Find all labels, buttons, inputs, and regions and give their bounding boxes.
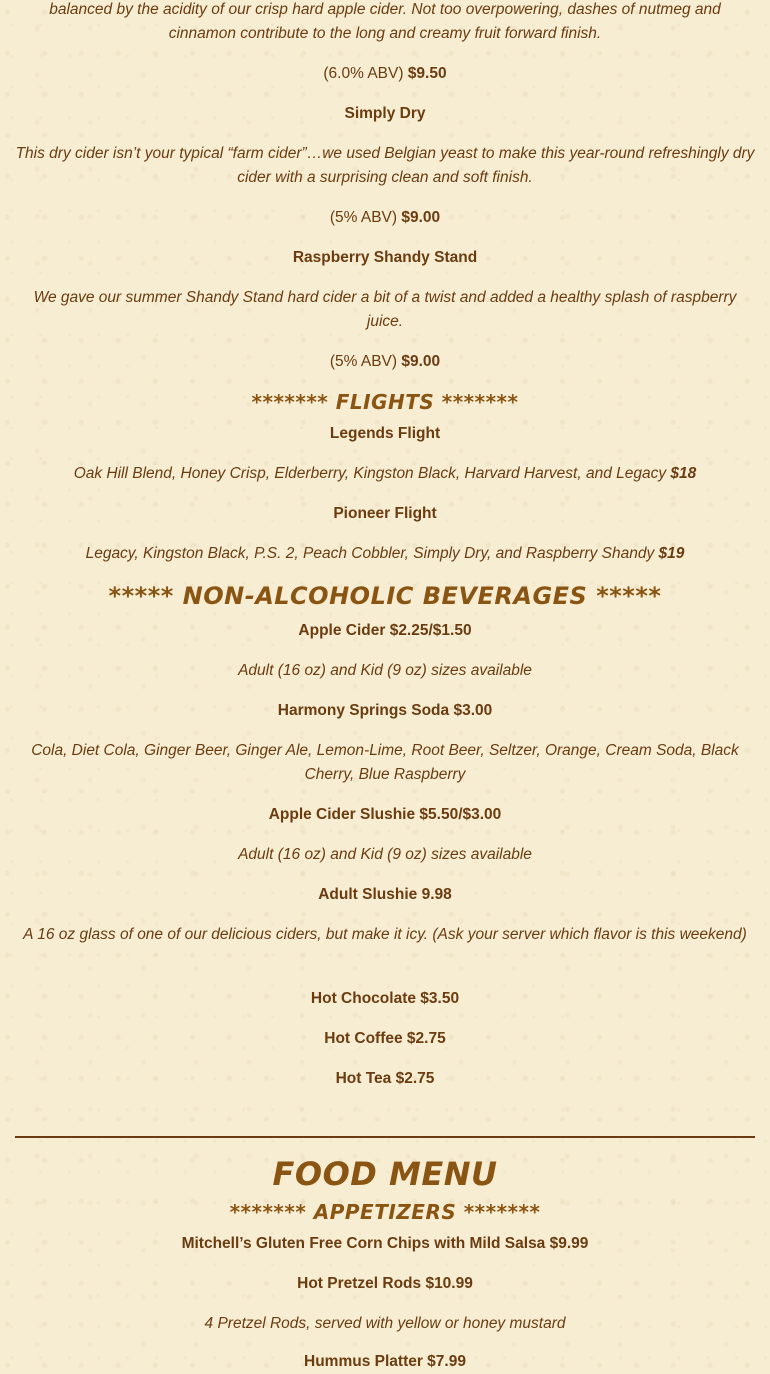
item-apple-cider-slushie: Apple Cider Slushie $5.50/$3.00 <box>268 806 502 823</box>
slushie-note: Adult (16 oz) and Kid (9 oz) sizes available <box>238 846 532 863</box>
price-text: $9.50 <box>407 65 447 82</box>
flights-heading: ******* FLIGHTS ******* <box>251 390 519 414</box>
adult-slushie-description: A 16 oz glass of one of our delicious ciders, but make it icy. (Ask your server which flavor is this weekend) <box>23 926 747 943</box>
abv-text: (5% ABV) <box>329 353 398 370</box>
non-alcoholic-heading: ***** NON-ALCOHOLIC BEVERAGES ***** <box>108 582 662 610</box>
item-name-pioneer-flight: Pioneer Flight <box>333 505 437 522</box>
price-text: $18 <box>670 465 697 482</box>
item-apple-cider: Apple Cider $2.25/$1.50 <box>298 622 472 639</box>
price-text: $9.00 <box>401 353 441 370</box>
item-adult-slushie: Adult Slushie 9.98 <box>318 886 452 903</box>
item-pretzel-rods: Hot Pretzel Rods $10.99 <box>297 1275 473 1292</box>
item-name-simply-dry: Simply Dry <box>344 105 426 122</box>
raspberry-shandy-abv-price <box>15 350 755 374</box>
abv-text: (5% ABV) <box>329 209 398 226</box>
pioneer-flight-description <box>15 542 755 566</box>
flight-list-text: Legacy, Kingston Black, P.S. 2, Peach Cobbler, Simply Dry, and Raspberry Shandy <box>85 545 655 562</box>
pretzel-rods-description: 4 Pretzel Rods, served with yellow or honey mustard <box>204 1315 566 1332</box>
price-text: $19 <box>658 545 685 562</box>
abv-text: (6.0% ABV) <box>323 65 404 82</box>
item-harmony-springs-soda: Harmony Springs Soda $3.00 <box>277 702 493 719</box>
simply-dry-description: This dry cider isn’t your typical “farm cider”…we used Belgian yeast to make this year-round refreshingly dry cider with a surprising clean and soft finish. <box>15 145 755 186</box>
item-hummus-platter: Hummus Platter $7.99 <box>304 1353 466 1370</box>
simply-dry-abv-price <box>15 206 755 230</box>
item-name-legends-flight: Legends Flight <box>329 425 441 442</box>
item-corn-chips: Mitchell’s Gluten Free Corn Chips with Mild Salsa $9.99 <box>181 1235 589 1252</box>
item-hot-tea: Hot Tea $2.75 <box>335 1070 435 1087</box>
item-hot-coffee: Hot Coffee $2.75 <box>324 1030 446 1047</box>
item-name-raspberry-shandy: Raspberry Shandy Stand <box>292 249 478 266</box>
food-menu-heading: FOOD MENU <box>272 1155 498 1193</box>
apple-cider-note: Adult (16 oz) and Kid (9 oz) sizes available <box>238 662 532 679</box>
price-text: $9.00 <box>401 209 441 226</box>
harmony-springs-description: Cola, Diet Cola, Ginger Beer, Ginger Ale, Lemon-Lime, Root Beer, Seltzer, Orange, Cream Soda, Black Cherry, Blue Raspberry <box>31 742 739 783</box>
cider-description: balanced by the acidity of our crisp hard apple cider. Not too overpowering, dashes of nutmeg and cinnamon contribute to the long and creamy fruit forward finish. <box>49 1 721 42</box>
item-hot-chocolate: Hot Chocolate $3.50 <box>310 990 460 1007</box>
section-divider <box>15 1136 755 1138</box>
legends-flight-description <box>15 462 755 486</box>
cider-abv-price <box>15 62 755 86</box>
appetizers-heading: ******* APPETIZERS ******* <box>229 1200 541 1224</box>
flight-list-text: Oak Hill Blend, Honey Crisp, Elderberry, Kingston Black, Harvard Harvest, and Legacy <box>73 465 667 482</box>
raspberry-shandy-description: We gave our summer Shandy Stand hard cider a bit of a twist and added a healthy splash of raspberry juice. <box>33 289 737 330</box>
